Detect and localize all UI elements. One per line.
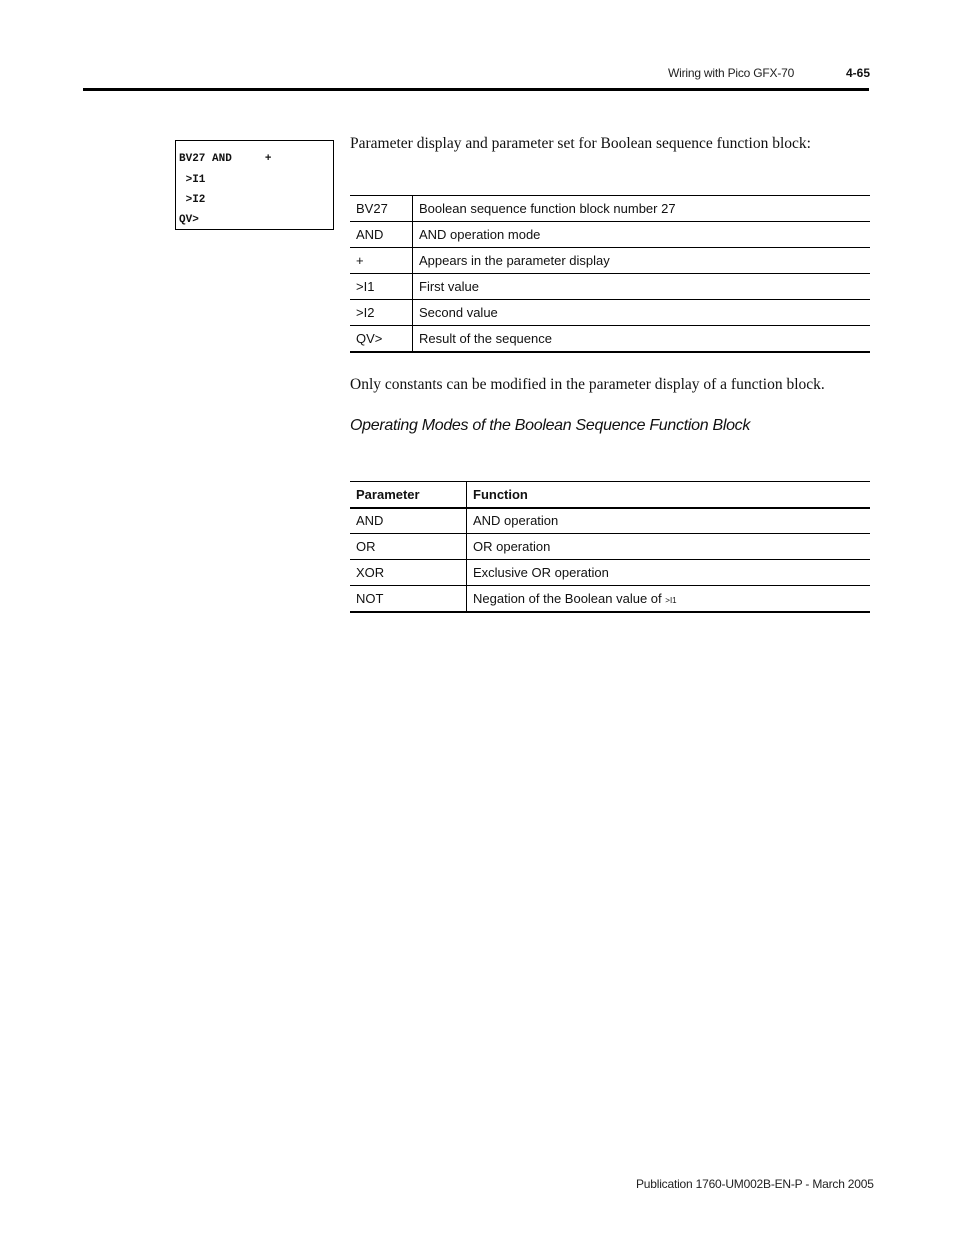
param-cell: >I1	[350, 274, 413, 300]
running-header-title: Wiring with Pico GFX-70	[668, 66, 795, 80]
display-line-1: BV27 AND +	[179, 153, 272, 165]
input-reference: >I1	[665, 595, 677, 605]
function-cell: OR operation	[467, 534, 871, 560]
section-heading: Operating Modes of the Boolean Sequence Function Block	[350, 417, 751, 434]
table-row	[350, 586, 870, 612]
table-row	[350, 300, 870, 326]
parameter-cell: XOR	[350, 560, 467, 586]
column-header-parameter: Parameter	[350, 482, 467, 508]
param-cell: BV27	[350, 196, 413, 222]
table-row	[350, 196, 870, 222]
param-cell: AND	[350, 222, 413, 248]
param-cell: >I2	[350, 300, 413, 326]
parameter-table	[350, 195, 870, 353]
table-row	[350, 508, 870, 534]
operating-modes-table	[350, 481, 870, 613]
table-row	[350, 248, 870, 274]
description-cell: AND operation mode	[413, 222, 871, 248]
description-cell: Boolean sequence function block number 27	[413, 196, 871, 222]
header-rule	[83, 88, 869, 91]
parameter-display-screen	[175, 140, 334, 230]
param-cell: QV>	[350, 326, 413, 352]
intro-paragraph: Parameter display and parameter set for Boolean sequence function block:	[350, 135, 811, 152]
display-line-2: >I1	[179, 174, 206, 186]
function-cell: Exclusive OR operation	[467, 560, 871, 586]
table-row	[350, 274, 870, 300]
parameter-cell: OR	[350, 534, 467, 560]
display-line-4: QV>	[179, 214, 199, 226]
table-row	[350, 326, 870, 352]
description-cell: Second value	[413, 300, 871, 326]
function-cell	[467, 586, 871, 612]
table-row	[350, 560, 870, 586]
parameter-cell: NOT	[350, 586, 467, 612]
display-line-3: >I2	[179, 194, 206, 206]
note-paragraph: Only constants can be modified in the parameter display of a function block.	[350, 376, 825, 393]
table-row	[350, 222, 870, 248]
table-header-row	[350, 482, 870, 508]
param-cell: +	[350, 248, 413, 274]
publication-footer: Publication 1760-UM002B-EN-P - March 2005	[636, 1177, 874, 1191]
function-text: Negation of the Boolean value of	[473, 590, 666, 606]
table-row	[350, 534, 870, 560]
page-number: 4-65	[846, 66, 871, 80]
description-cell: First value	[413, 274, 871, 300]
parameter-cell: AND	[350, 508, 467, 534]
description-cell: Appears in the parameter display	[413, 248, 871, 274]
description-cell: Result of the sequence	[413, 326, 871, 352]
function-cell: AND operation	[467, 508, 871, 534]
column-header-function: Function	[467, 482, 871, 508]
